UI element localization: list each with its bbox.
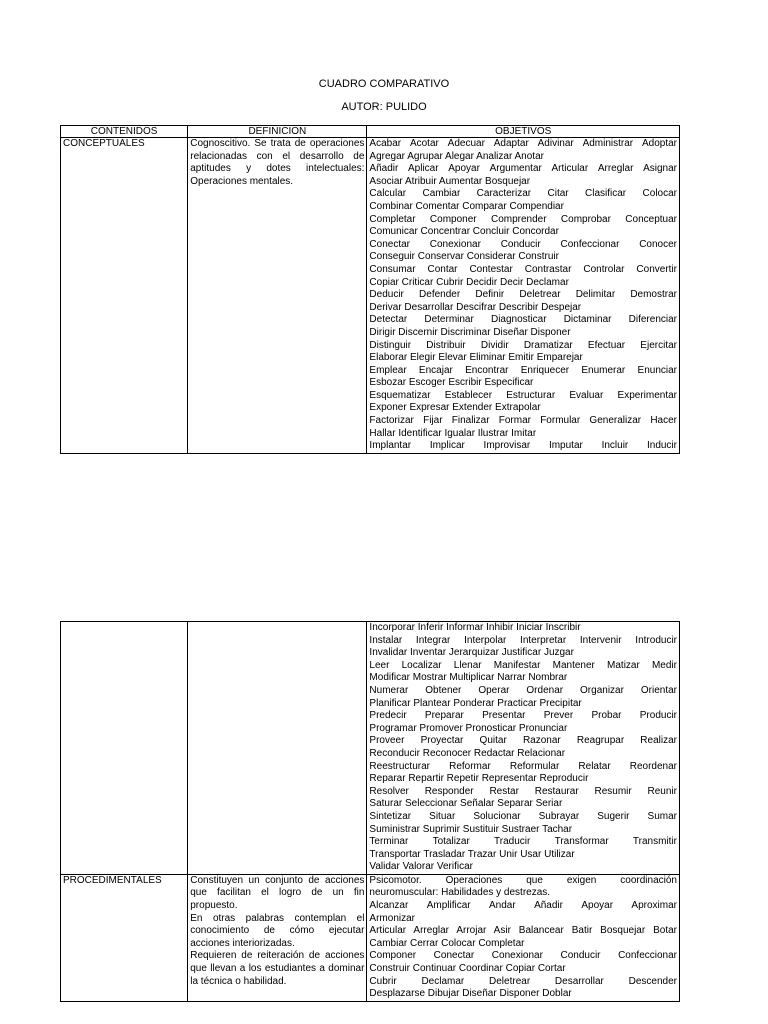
objective-line: Instalar Integrar Interpolar Interpretar Intervenir Introducir bbox=[369, 634, 677, 646]
objective-line: Detectar Determinar Diagnosticar Dictaminar Diferenciar bbox=[369, 314, 677, 326]
objective-line: Comunicar Concentrar Concluir Concordar bbox=[369, 226, 559, 238]
definicion-conceptuales: Cognoscitivo. Se trata de operaciones relacionadas con el desarrollo de aptitudes y dotes intelectuales: Operaciones mentales. bbox=[188, 138, 367, 454]
table-row-procedimentales bbox=[61, 874, 680, 1001]
table-row-conceptuales bbox=[61, 138, 680, 454]
objective-line: Programar Promover Pronosticar Pronunciar bbox=[369, 722, 568, 734]
objective-line: Implantar Implicar Improvisar Imputar Incluir Inducir bbox=[369, 440, 677, 452]
objective-line: Leer Localizar Llenar Manifestar Mantener Matizar Medir bbox=[369, 659, 677, 671]
objective-line: Transportar Trasladar Trazar Unir Usar Utilizar bbox=[369, 848, 575, 860]
contenido-conceptuales: CONCEPTUALES bbox=[61, 138, 188, 454]
objective-line: Suministrar Suprimir Sustituir Sustraer Tachar bbox=[369, 823, 573, 835]
objective-line: Combinar Comentar Comparar Compendiar bbox=[369, 200, 564, 212]
objective-line: Invalidar Inventar Jerarquizar Justificar Juzgar bbox=[369, 647, 574, 659]
objective-line: Completar Componer Comprender Comprobar Conceptuar bbox=[369, 213, 677, 225]
objective-line: Calcular Cambiar Caracterizar Citar Clasificar Colocar bbox=[369, 188, 677, 200]
objective-line: Sintetizar Situar Solucionar Subrayar Sugerir Sumar bbox=[369, 810, 677, 822]
objective-line: Agregar Agrupar Alegar Analizar Anotar bbox=[369, 150, 544, 162]
objective-line: Terminar Totalizar Traducir Transformar Transmitir bbox=[369, 836, 677, 848]
objective-line: Añadir Aplicar Apoyar Argumentar Articular Arreglar Asignar bbox=[369, 163, 677, 175]
definition-paragraph: Requieren de reiteración de acciones que llevan a los estudiantes a dominar la técnica o habilidad. bbox=[190, 950, 365, 987]
objective-line: Cambiar Cerrar Colocar Completar bbox=[369, 937, 525, 949]
objective-line: Reparar Repartir Repetir Representar Reproducir bbox=[369, 773, 589, 785]
table-header-row bbox=[61, 126, 680, 138]
objetivos-conceptuales bbox=[367, 138, 680, 454]
objective-line: Deducir Defender Definir Deletrear Delimitar Demostrar bbox=[369, 289, 677, 301]
header-objetivos: OBJETIVOS bbox=[367, 126, 680, 138]
definicion-procedimentales bbox=[188, 874, 367, 1001]
objective-line: Consumar Contar Contestar Contrastar Controlar Convertir bbox=[369, 263, 677, 275]
table-row-conceptuales-continued bbox=[61, 622, 680, 875]
objective-line: Conectar Conexionar Conducir Confeccionar Conocer bbox=[369, 238, 677, 250]
document-title: CUADRO COMPARATIVO bbox=[318, 78, 450, 90]
objective-line: Desplazarse Dibujar Diseñar Disponer Doblar bbox=[369, 988, 572, 1000]
document-author: AUTOR: PULIDO bbox=[341, 101, 427, 113]
objective-line: Resolver Responder Restar Restaurar Resumir Reunir bbox=[369, 785, 677, 797]
objetivos-procedimentales bbox=[367, 874, 680, 1001]
definition-paragraph: En otras palabras contemplan el conocimiento de cómo ejecutar acciones interiorizadas. bbox=[190, 912, 365, 949]
objective-line: Alcanzar Amplificar Andar Añadir Apoyar Aproximar bbox=[369, 900, 677, 912]
objective-line: Armonizar bbox=[369, 912, 415, 924]
header-definicion: DEFINICION bbox=[188, 126, 367, 138]
objective-line: Componer Conectar Conexionar Conducir Confeccionar bbox=[369, 950, 677, 962]
objective-line: Planificar Plantear Ponderar Practicar Precipitar bbox=[369, 697, 582, 709]
objective-line: Numerar Obtener Operar Ordenar Organizar Orientar bbox=[369, 684, 677, 696]
objective-line: Incorporar Inferir Informar Inhibir Iniciar Inscribir bbox=[369, 622, 581, 633]
objective-line: Proveer Proyectar Quitar Razonar Reagrupar Realizar bbox=[369, 735, 677, 747]
objective-line: Acabar Acotar Adecuar Adaptar Adivinar Administrar Adoptar bbox=[369, 138, 677, 149]
objective-line: Reconducir Reconocer Redactar Relacionar bbox=[369, 747, 566, 759]
objective-line: Modificar Mostrar Multiplicar Narrar Nombrar bbox=[369, 672, 568, 684]
objective-line: Elaborar Elegir Elevar Eliminar Emitir Emparejar bbox=[369, 352, 583, 364]
objective-line: Validar Valorar Verificar bbox=[369, 861, 473, 873]
objective-line: Copiar Criticar Cubrir Decidir Decir Declamar bbox=[369, 276, 569, 288]
objective-line: Conseguir Conservar Considerar Construir bbox=[369, 251, 559, 263]
objective-line: Dirigir Discernir Discriminar Diseñar Disponer bbox=[369, 326, 571, 338]
objective-line: Factorizar Fijar Finalizar Formar Formular Generalizar Hacer bbox=[369, 415, 677, 427]
objective-line: Esquematizar Establecer Estructurar Evaluar Experimentar bbox=[369, 389, 677, 401]
objective-line: Psicomotor. Operaciones que exigen coordinación bbox=[369, 874, 677, 886]
comparison-table-page-1 bbox=[60, 125, 680, 454]
objective-line: Emplear Encajar Encontrar Enriquecer Enumerar Enunciar bbox=[369, 364, 677, 376]
objective-line: Hallar Identificar Igualar Ilustrar Imitar bbox=[369, 427, 537, 439]
contenido-empty bbox=[61, 622, 188, 875]
contenido-procedimentales: PROCEDIMENTALES bbox=[61, 874, 188, 1001]
definicion-empty bbox=[188, 622, 367, 875]
objective-line: Exponer Expresar Extender Extrapolar bbox=[369, 402, 541, 414]
comparison-table-page-2 bbox=[60, 621, 680, 1002]
objective-line: Esbozar Escoger Escribir Especificar bbox=[369, 377, 534, 389]
header-contenidos: CONTENIDOS bbox=[61, 126, 188, 138]
objective-line: Reestructurar Reformar Reformular Relatar Reordenar bbox=[369, 760, 677, 772]
objective-line: Construir Continuar Coordinar Copiar Cortar bbox=[369, 963, 566, 975]
objective-line: Saturar Seleccionar Señalar Separar Seriar bbox=[369, 798, 563, 810]
objective-line: Derivar Desarrollar Descifrar Describir Despejar bbox=[369, 301, 582, 313]
objetivos-conceptuales-continued bbox=[367, 622, 680, 875]
objective-line: Cubrir Declamar Deletrear Desarrollar Descender bbox=[369, 975, 677, 987]
objective-line: Articular Arreglar Arrojar Asir Balancear Batir Bosquejar Botar bbox=[369, 925, 677, 937]
definition-paragraph: Constituyen un conjunto de acciones que facilitan el logro de un fin propuesto. bbox=[190, 874, 365, 912]
objective-line: neuromuscular: Habilidades y destrezas. bbox=[369, 887, 551, 899]
objective-line: Predecir Preparar Presentar Prever Probar Producir bbox=[369, 710, 677, 722]
objective-line: Distinguir Distribuir Dividir Dramatizar Efectuar Ejercitar bbox=[369, 339, 677, 351]
objective-line: Asociar Atribuir Aumentar Bosquejar bbox=[369, 175, 531, 187]
